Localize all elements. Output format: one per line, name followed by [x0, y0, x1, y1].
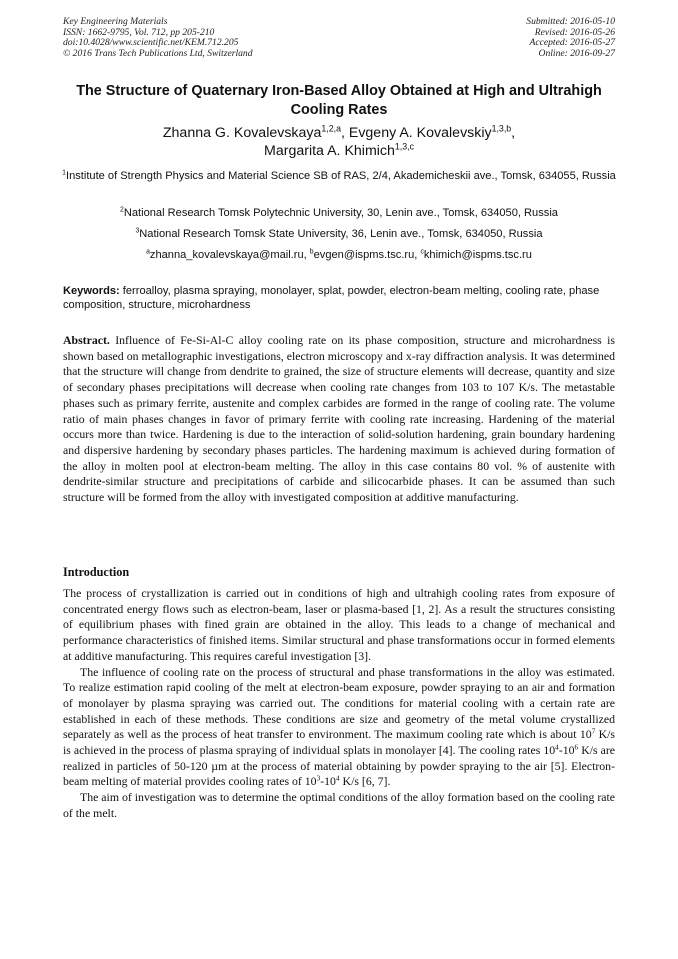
author-superscript: 1,3,b	[491, 123, 512, 134]
abstract	[63, 333, 615, 506]
copyright-line: © 2016 Trans Tech Publications Ltd, Switzerland	[63, 47, 253, 59]
email-list: $^a$zhanna_kovalevskaya@mail.ru, $^b$evgen@ispms.tsc.ru, $^c$khimich@ispms.tsc.ru	[146, 248, 532, 261]
author-name: Zhanna G. Kovalevskaya	[162, 125, 322, 141]
introduction-body	[63, 586, 615, 822]
author-name: Evgeny A. Kovalevskiy	[348, 125, 492, 141]
email-link[interactable]: evgen@ispms.tsc.ru,	[313, 249, 421, 261]
abstract-text: Influence of Fe-Si-Al-C alloy cooling rate on its phase composition, structure and microhardness is shown based on metallographic investigations, electron microscopy and x-ray diffraction analysis. It was determined that the structure will change from dendrite to grained, the size of structure elements will decrease, quantity and size of secondary phases precipitations will decrease when cooling rate changes from 103 to 107 K/s. The metastable phases such as primary ferrite, austenite and complex carbides are formed in the range of cooling rate. The volume ratio of main phases changes in favor of primary ferrite with cooling rate increasing. Hardening of the material occurs more than twice. Hardening is due to the interaction of solid-solution hardening, grain boundary hardening and dispersive hardening by secondary phases particles. The hardening maximum is achieved during formation of the alloy in molten pool at electron-beam melting. The alloy in this case contains 80 vol. % of austenite with dendrite-similar structure and precipitations of carbide and silicocarbide phases. It can be assumed than such structure will be formed from the alloy with investigated composition at additive manufacturing.	[63, 333, 615, 505]
journal-header	[63, 17, 253, 59]
doi-line[interactable]: doi:10.4028/www.scientific.net/KEM.712.205	[63, 37, 239, 49]
author-superscript: 1,2,a	[321, 123, 341, 134]
affiliation-2: $^2$National Research Tomsk Polytechnic University, 30, Lenin ave., Tomsk, 634050, Russia	[120, 206, 558, 219]
keywords-label: Keywords:	[63, 285, 123, 297]
affiliation-1: $^1$Institute of Strength Physics and Material Science SB of RAS, 2/4, Akademicheskii ave., Tomsk, 634055, Russia	[62, 169, 616, 182]
paragraph: The influence of cooling rate on the process of structural and phase transformations in the alloy was estimated. To realize estimation rapid cooling of the melt at electron-beam exposure, powder spraying to an air and formation of monolayer by plasma spraying was carried out. The conditions for material cooling with a certain rate are established in each of these methods. These conditions are size and geometry of the metal volume crystallized separately as well as the process of heat transfer to environment. The maximum cooling rate which is about $10^7$ K/s is achieved in the process of plasma spraying of individual splats in monolayer [4]. The cooling rates $10^4-10^6$ K/s are realized in particles of 50-120 µm at the process of material obtaining by powder spraying to the air [5]. Electron-beam melting of material provides cooling rates of $10^3-10^4$ K/s [6, 7].	[63, 664, 616, 789]
revised-date: Revised: 2016-05-26	[534, 26, 615, 38]
issn-line: ISSN: 1662-9795, Vol. 712, pp 205-210	[63, 26, 215, 38]
author-superscript: 1,3,c	[394, 141, 414, 152]
affiliation-3: $^3$National Research Tomsk State University, 36, Lenin ave., Tomsk, 634050, Russia	[135, 227, 543, 240]
abstract-label: Abstract.	[63, 333, 110, 347]
journal-name: Key Engineering Materials	[63, 16, 168, 27]
keywords-text: ferroalloy, plasma spraying, monolayer, splat, powder, electron-beam melting, cooling rate, phase composition, structure, microhardness	[63, 285, 600, 311]
paper-title: The Structure of Quaternary Iron-Based Alloy Obtained at High and Ultrahigh Cooling Rates	[76, 83, 602, 118]
paragraph: The aim of investigation was to determine the optimal conditions of the alloy formation based on the cooling rate of the melt.	[63, 790, 615, 820]
section-heading-introduction: Introduction	[63, 565, 130, 579]
author-list: Zhanna G. Kovalevskaya$^{1,2,a}$, Evgeny A. Kovalevskiy$^{1,3,b}$, Margarita A. Khimich$^{1,3,c}$	[162, 123, 516, 159]
email-link[interactable]: khimich@ispms.tsc.ru	[423, 249, 532, 261]
online-date: Online: 2016-09-27	[538, 47, 615, 59]
keywords	[63, 284, 615, 312]
paragraph: The process of crystallization is carried out in conditions of high and ultrahigh cooling rates from exposure of concentrated energy flows such as electron-beam, laser or plasma-based [1, 2]. As a result the structures consisting of equilibrium phases with fined grain are obtained in the alloy. This leads to a change of mechanical and performance characteristics of finished items. Similar structural and phase transformations occur in formed elements at additive manufacturing. This requires careful investigation [3].	[63, 586, 615, 663]
dates-header	[526, 17, 615, 59]
submitted-date: Submitted: 2016-05-10	[526, 16, 615, 27]
email-link[interactable]: zhanna_kovalevskaya@mail.ru,	[149, 249, 310, 261]
author-name: Margarita A. Khimich	[264, 143, 395, 159]
accepted-date: Accepted: 2016-05-27	[529, 37, 615, 49]
